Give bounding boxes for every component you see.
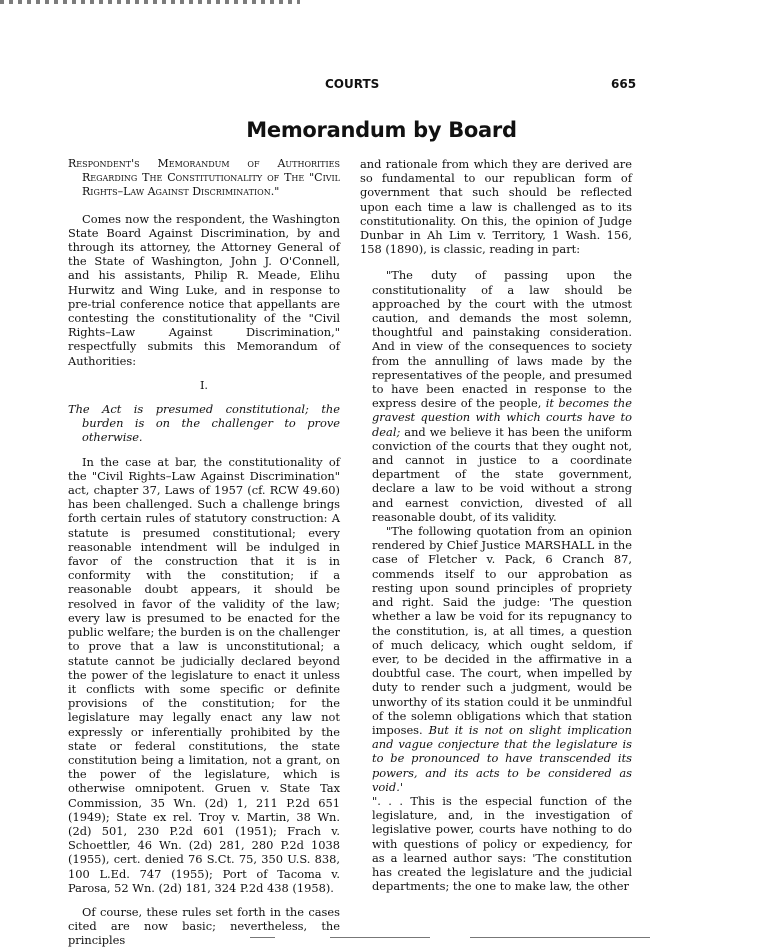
quote-paragraph-1 [372, 268, 632, 524]
bottom-rule-center [330, 937, 430, 938]
bottom-rule-right [470, 937, 650, 938]
top-dashed-rule [0, 0, 300, 4]
quote1-emphasis: it becomes the gravest question with which courts have to deal; [372, 396, 632, 439]
page-number: 665 [611, 77, 637, 91]
body-paragraph: In the case at bar, the constitutionality of the "Civil Rights–Law Against Discrimination" act, chapter 37, Laws of 1957 (cf. RCW 49.60) has been challenged. Such a challenge brings forth certain rules of statutory construction: A statute is presumed constitutional; every reasonable intendment will be indulged in favor of the construction that it is in conformity with the constitution; if a reasonable doubt appears, it should be resolved in favor of the validity of the law; every law is presumed to be enacted for the public welfare; the burden is on the challenger to prove that a law is unconstitutional; a statute cannot be judicially declared beyond the power of the legislature to enact it unless it conflicts with some specific or definite provisions of the constitution; for the legislature may legally enact any law not expressly or inferentially prohibited by the state or federal constitutions, the state constitution being a limitation, not a grant, on the power of the legislature, which is otherwise omnipotent. Gruen v. State Tax Commission, 35 Wn. (2d) 1, 211 P.2d 651 (1949); State ex rel. Troy v. Martin, 38 Wn. (2d) 501, 230 P.2d 601 (1951); Frach v. Schoettler, 46 Wn. (2d) 281, 280 P.2d 1038 (1955), cert. denied 76 S.Ct. 75, 350 U.S. 838, 100 L.Ed. 747 (1955); Port of Tacoma v. Parosa, 52 Wn. (2d) 181, 324 P.2d 438 (1958). [68, 454, 340, 895]
block-quote [360, 268, 632, 893]
quote-paragraph-3: ". . . This is the especial function of the legislature, and, in the investigation of legislative power, courts have nothing to do with questions of policy or expediency, for as a learned author says: 'The constitution has created the legislature and the judicial departments; the one to make law, the other [372, 793, 632, 894]
page-title: Memorandum by Board [246, 118, 517, 142]
left-column [68, 157, 340, 948]
right-column [360, 157, 632, 893]
quote1-text-a: "The duty of passing upon the constitutionality of a law should be approached by the court with the utmost caution, and demands the most solemn, thoughtful and painstaking consideration. And in view of the consequences to society from the annulling of laws made by the representatives of the people, and presumed to have been enacted in response to the express desire of the people, [372, 268, 632, 411]
closing-paragraph: Of course, these rules set forth in the cases cited are now basic; nevertheless, the principles [68, 904, 340, 948]
quote2-emphasis: But it is not on slight implication and vague conjecture that the legislature is to be pronounced to have transcended its powers, and its acts to be considered as void. [372, 722, 632, 794]
running-head-section: COURTS [325, 77, 380, 91]
running-head [0, 77, 763, 95]
quote-paragraph-2 [372, 524, 632, 794]
continuation-paragraph: and rationale from which they are derived are so fundamental to our republican form of government that such should be reflected upon each time a law is challenged as to its constitutionality. On this, the opinion of Judge Dunbar in Ah Lim v. Territory, 1 Wash. 156, 158 (1890), is classic, reading in part: [360, 157, 632, 257]
quote2-text-b: ' [399, 779, 403, 794]
bottom-rule-left [250, 937, 275, 938]
quote2-text-a: "The following quotation from an opinion rendered by Chief Justice MARSHALL in the case of Fletcher v. Pack, 6 Cranch 87, commends itself to our approbation as resting upon sound principles of propriety and right. Said the judge: 'The question whether a law be void for its repugnancy to the constitution, is, at all times, a question of much delicacy, which ought seldom, if ever, to be decided in the affirmative in a doubtful case. The court, when impelled by duty to render such a judgment, would be unworthy of its station could it be unmindful of the solemn obligations which that station imposes. [372, 524, 632, 737]
quote1-text-b: and we believe it has been the uniform conviction of the courts that they ought not, and cannot in justice to a coordinate department of the state government, declare a law to be void without a strong and earnest conviction, divested of all reasonable doubt, of its validity. [372, 424, 632, 524]
intro-paragraph: Comes now the respondent, the Washington State Board Against Discrimination, by and through its attorney, the Attorney General of the State of Washington, John J. O'Connell, and his assistants, Philip R. Meade, Elihu Hurwitz and Wing Luke, and in response to pre-trial conference notice that appellants are contesting the constitutionality of the "Civil Rights–Law Against Discrimination," respectfully submits this Memorandum of Authorities: [68, 211, 340, 368]
section-number: I. [199, 377, 209, 392]
memorandum-heading: Respondent's Memorandum of Authorities Regarding The Constitutionality of The "Civil Rights–Law Against Discrimination." [68, 157, 340, 199]
section-heading: The Act is presumed constitutional; the burden is on the challenger to prove otherwise. [68, 402, 340, 445]
